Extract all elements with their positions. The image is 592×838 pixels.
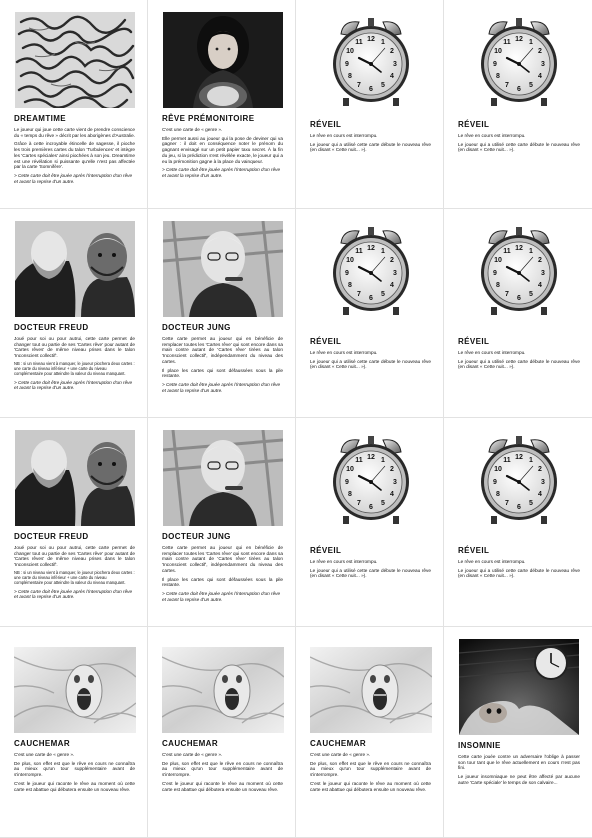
card-rule: > Cette carte doit être jouée après l'interruption d'un rêve et avant la reprise d'un autre. xyxy=(162,591,281,602)
card-insomnie xyxy=(444,627,592,838)
card-reveil xyxy=(296,0,444,209)
card-paragraph: C'est une carte de « genre ». xyxy=(162,127,223,132)
coral-texture-image xyxy=(15,12,135,108)
card-paragraph: Le joueur qui a utilisé cette carte débute le nouveau rêve (en disant « Cette nuit... »). xyxy=(310,358,431,370)
card-paragraph: Le rêve en cours est interrompu. xyxy=(310,559,378,564)
card-cauchemar xyxy=(148,627,296,838)
card-paragraph: Cette carte jouée contre un adversaire l'oblige à passer son tour tant que le rêve actuellement en cours n'est pas fini. xyxy=(458,754,580,771)
card-title: RÉVEIL xyxy=(310,337,342,346)
alarm-clock-image xyxy=(329,221,413,317)
card-reveil xyxy=(444,418,592,627)
alarm-clock-image xyxy=(329,430,413,526)
card-paragraph: De plus, son effet est que le rêve en cours ne connaîtra au mieux qu'un tour supplémentaire avant de s'interrompre. xyxy=(310,760,431,778)
card-docteur-jung xyxy=(148,209,296,418)
card-title: RÉVEIL xyxy=(310,120,342,129)
jung-portrait-image xyxy=(163,430,283,526)
card-paragraph: Grâce à cette incroyable étincelle de sagesse, il pioche les trois premières cartes du talon 'Turbulences' et intègre les 'Cartes spéciales' ainsi piochées à son jeu. Dreamtime est une révélation si puissante qu'elle n'est pas affectée par la carte 'Somnifère'. xyxy=(14,141,135,170)
card-title: RÉVEIL xyxy=(310,546,342,555)
card-title: CAUCHEMAR xyxy=(14,739,71,748)
jung-portrait-image xyxy=(163,221,283,317)
card-title: RÉVEIL xyxy=(458,546,490,555)
card-docteur-freud xyxy=(0,418,148,627)
card-paragraph: Le rêve en cours est interrompu. xyxy=(458,350,526,355)
card-paragraph: Elle permet aussi au joueur qui la pose de deviner qui va gagner : il doit en conséquence noter le prénom du gagnant envisagé sur un petit papier taxu secret. À la fin du jeu, si la prédiction s'est révélée exacte, le joueur qui a eu la prémonition gagne à la place du vainqueur. xyxy=(162,135,283,164)
card-paragraph: Le rêve en cours est interrompu. xyxy=(458,559,526,564)
fortune-teller-image xyxy=(163,12,283,108)
alarm-clock-image xyxy=(477,430,561,526)
card-title: DOCTEUR JUNG xyxy=(162,323,231,332)
card-reveil xyxy=(296,209,444,418)
card-rule: > Cette carte doit être jouée après l'interruption d'un rêve et avant la reprise d'un autre. xyxy=(14,173,133,184)
card-rule: > Cette carte doit être jouée après l'interruption d'un rêve et avant la reprise d'un autre. xyxy=(14,379,133,391)
screaming-face-image xyxy=(162,647,284,733)
card-title: RÉVEIL xyxy=(458,120,490,129)
card-title: INSOMNIE xyxy=(458,741,501,750)
card-cauchemar xyxy=(0,627,148,838)
card-cauchemar xyxy=(296,627,444,838)
card-paragraph: Le rêve en cours est interrompu. xyxy=(310,133,378,138)
insomnia-clock-image xyxy=(459,639,579,735)
freud-portrait-image xyxy=(15,221,135,317)
card-paragraph: C'est le joueur qui raconte le rêve au moment où cette carte est abattue qui débutera ensuite un nouveau rêve. xyxy=(310,780,431,792)
screaming-face-image xyxy=(310,647,432,733)
card-docteur-jung xyxy=(148,418,296,627)
card-rule: > Cette carte doit être jouée après l'interruption d'un rêve et avant la reprise d'un autre. xyxy=(162,382,281,393)
card-paragraph: Le joueur qui a utilisé cette carte débute le nouveau rêve (en disant « Cette nuit... »). xyxy=(310,567,431,579)
card-paragraph: Le joueur qui a utilisé cette carte débute le nouveau rêve (en disant « Cette nuit... »). xyxy=(458,358,580,370)
alarm-clock-image xyxy=(477,221,561,317)
card-title: CAUCHEMAR xyxy=(310,739,367,748)
card-paragraph: Joué pour soi ou pour autrui, cette carte permet de changer tout ou partie de ses 'Cartes rêve' pour autant de 'Cartes rêves' de même niveau prises dans le talon 'Inconscient collectif'. xyxy=(14,545,135,568)
card-paragraph: Le joueur qui a utilisé cette carte débute le nouveau rêve (en disant « Cette nuit... »). xyxy=(458,567,580,579)
card-paragraph: C'est le joueur qui raconte le rêve au moment où cette carte est abattue qui débutera ensuite un nouveau rêve. xyxy=(14,780,135,792)
card-title: RÉVEIL xyxy=(458,337,490,346)
card-paragraph: C'est le joueur qui raconte le rêve au moment où cette carte est abattue qui débutera ensuite un nouveau rêve. xyxy=(162,780,283,792)
card-paragraph: Il place les cartes qui sont défaussées sous la pile restante. xyxy=(162,367,283,379)
card-note: NB : si un niveau vient à manquer, le joueur piochera deux cartes : une carte du niveau inférieur + une carte du niveau complémentaire pour atteindre la valeur du niveau manquant. xyxy=(14,569,135,585)
card-dreamtime xyxy=(0,0,148,209)
card-paragraph: Le joueur qui a utilisé cette carte débute le nouveau rêve (en disant « Cette nuit... »). xyxy=(310,141,431,153)
card-paragraph: C'est une carte de « genre ». xyxy=(310,752,371,757)
alarm-clock-image xyxy=(329,12,413,108)
alarm-clock-image xyxy=(477,12,561,108)
card-reveil xyxy=(444,209,592,418)
card-note: NB : si un niveau vient à manquer, le joueur piochera deux cartes : une carte du niveau inférieur + une carte du niveau complémentaire pour atteindre la valeur du niveau manquant. xyxy=(14,360,135,376)
card-rule: > Cette carte doit être jouée après l'interruption d'un rêve et avant la reprise d'un autre. xyxy=(162,167,281,179)
screaming-face-image xyxy=(14,647,136,733)
card-reveil xyxy=(444,0,592,209)
card-paragraph: Cette carte permet au joueur qui en bénéficie de remplacer toutes les 'Cartes rêve' qui sont encore dans sa main contre autant de 'Cartes rêve' tirées au talon 'Inconscient collectif', indépendamment du niveau des cartes. xyxy=(162,545,283,573)
card-docteur-freud xyxy=(0,209,148,418)
card-paragraph: Joué pour soi ou pour autrui, cette carte permet de changer tout ou partie de ses 'Cartes rêve' pour autant de 'Cartes rêves' de même niveau prises dans le talon 'Inconscient collectif'. xyxy=(14,336,135,359)
card-title: CAUCHEMAR xyxy=(162,739,219,748)
card-paragraph: Le joueur qui joue cette carte vient de prendre conscience du « temps du rêve » décrit par les aborigènes d'Australie. xyxy=(14,127,136,138)
card-paragraph: Il place les cartes qui sont défaussées sous la pile restante. xyxy=(162,576,283,588)
card-title: DOCTEUR FREUD xyxy=(14,323,89,332)
card-paragraph: Le rêve en cours est interrompu. xyxy=(458,133,526,138)
card-rule: > Cette carte doit être jouée après l'interruption d'un rêve et avant la reprise d'un autre. xyxy=(14,588,133,600)
card-paragraph: C'est une carte de « genre ». xyxy=(14,752,75,757)
card-paragraph: Le joueur qui a utilisé cette carte débute le nouveau rêve (en disant « Cette nuit... »). xyxy=(458,141,580,153)
card-paragraph: C'est une carte de « genre ». xyxy=(162,752,223,757)
card-title: RÊVE PRÉMONITOIRE xyxy=(162,114,255,123)
card-paragraph: Le rêve en cours est interrompu. xyxy=(310,350,378,355)
card-title: DOCTEUR JUNG xyxy=(162,532,231,541)
card-paragraph: De plus, son effet est que le rêve en cours ne connaîtra au mieux qu'un tour supplémentaire avant de s'interrompre. xyxy=(162,760,283,778)
card-title: DOCTEUR FREUD xyxy=(14,532,89,541)
card-reveil xyxy=(296,418,444,627)
freud-portrait-image xyxy=(15,430,135,526)
card-paragraph: Le joueur insomniaque ne peut être affecté par aucune autre 'Carte spéciale' le temps de son calvaire... xyxy=(458,774,580,785)
card-reve-premonitoire xyxy=(148,0,296,209)
card-title: DREAMTIME xyxy=(14,114,67,123)
card-paragraph: De plus, son effet est que le rêve en cours ne connaîtra au mieux qu'un tour supplémentaire avant de s'interrompre. xyxy=(14,760,135,778)
card-paragraph: Cette carte permet au joueur qui en bénéficie de remplacer toutes les 'Cartes rêve' qui sont encore dans sa main contre autant de 'Cartes rêve' tirées au talon 'Inconscient collectif', indépendamment du niveau des cartes. xyxy=(162,336,283,364)
